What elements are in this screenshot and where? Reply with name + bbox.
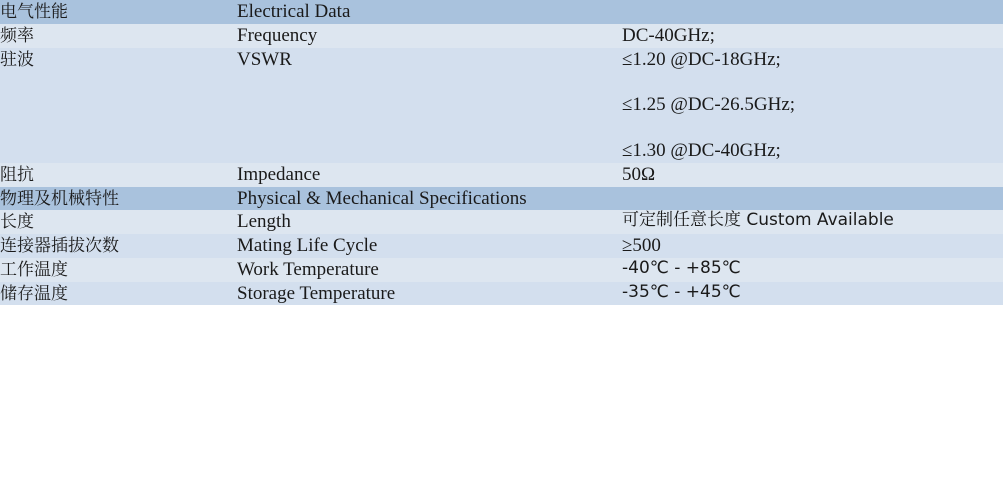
row-value bbox=[622, 234, 1003, 258]
table-row bbox=[0, 24, 1003, 48]
row-label-cn-text: 长度 bbox=[0, 212, 34, 233]
row-label-cn-text: 工作温度 bbox=[0, 259, 68, 280]
row-value-line: -35℃ - +45℃ bbox=[622, 281, 741, 302]
row-label-cn bbox=[0, 282, 237, 306]
row-value bbox=[622, 210, 1003, 234]
row-value-line: -40℃ - +85℃ bbox=[622, 257, 741, 278]
table-row bbox=[0, 234, 1003, 258]
section-header-en: Physical & Mechanical Specifications bbox=[237, 187, 622, 211]
section-header-cn bbox=[0, 187, 237, 211]
row-label-en: Frequency bbox=[237, 24, 622, 48]
row-value bbox=[622, 258, 1003, 282]
row-label-cn bbox=[0, 48, 237, 163]
row-label-en: Mating Life Cycle bbox=[237, 234, 622, 258]
row-label-cn bbox=[0, 234, 237, 258]
section-header-en: Electrical Data bbox=[237, 0, 622, 24]
row-value-line: ≤1.20 @DC-18GHz; bbox=[622, 48, 781, 70]
row-label-en: VSWR bbox=[237, 48, 622, 163]
row-label-cn bbox=[0, 24, 237, 48]
row-label-cn-text: 阻抗 bbox=[0, 164, 34, 185]
row-label-cn-text: 频率 bbox=[0, 25, 34, 46]
row-value bbox=[622, 282, 1003, 306]
row-value bbox=[622, 48, 1003, 163]
table-row bbox=[0, 258, 1003, 282]
row-value-line: ≤1.30 @DC-40GHz; bbox=[622, 140, 781, 161]
row-label-cn bbox=[0, 163, 237, 187]
row-value-line: ≥500 bbox=[622, 235, 661, 256]
row-label-en: Length bbox=[237, 210, 622, 234]
row-value-line: ≤1.25 @DC-26.5GHz; bbox=[622, 94, 796, 116]
row-value bbox=[622, 24, 1003, 48]
section-header-value bbox=[622, 0, 1003, 24]
row-value bbox=[622, 163, 1003, 187]
section-header-cn-label: 电气性能 bbox=[0, 2, 68, 22]
row-value-line: 可定制任意长度 Custom Available bbox=[622, 210, 894, 231]
table-row bbox=[0, 210, 1003, 234]
section-header-cn-label: 物理及机械特性 bbox=[0, 188, 119, 209]
row-label-en: Impedance bbox=[237, 163, 622, 187]
row-label-cn-text: 驻波 bbox=[0, 49, 34, 70]
row-label-cn-text: 储存温度 bbox=[0, 283, 68, 304]
row-label-cn bbox=[0, 210, 237, 234]
row-label-cn-text: 连接器插拔次数 bbox=[0, 236, 119, 256]
section-header-cn bbox=[0, 0, 237, 24]
row-value-line: DC-40GHz; bbox=[622, 24, 715, 46]
row-value-line: 50Ω bbox=[622, 163, 656, 185]
table-row bbox=[0, 163, 1003, 187]
section-header-value bbox=[622, 187, 1003, 211]
row-label-en: Storage Temperature bbox=[237, 282, 622, 306]
row-label-en: Work Temperature bbox=[237, 258, 622, 282]
section-header-row-electrical bbox=[0, 0, 1003, 24]
section-header-row-physical bbox=[0, 187, 1003, 211]
row-label-cn bbox=[0, 258, 237, 282]
table-row bbox=[0, 282, 1003, 306]
table-row bbox=[0, 48, 1003, 163]
